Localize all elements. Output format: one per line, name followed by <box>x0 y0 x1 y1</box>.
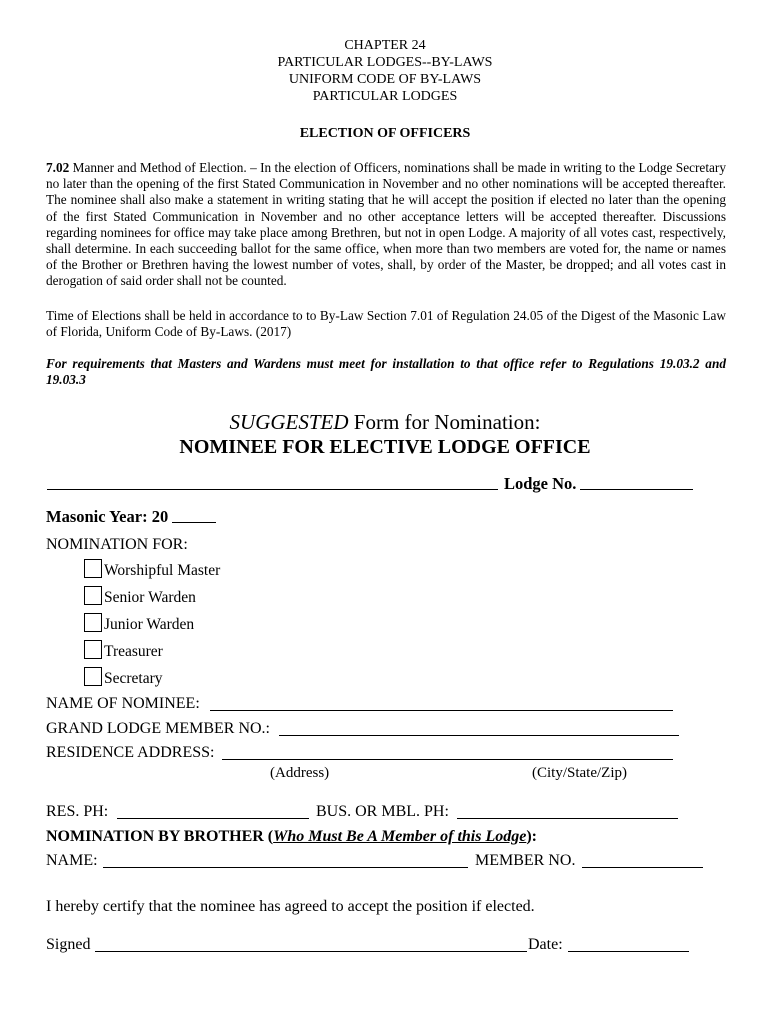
grand-lodge-member-field[interactable] <box>279 735 679 736</box>
section-number: 7.02 <box>46 160 70 175</box>
form-subtitle: NOMINEE FOR ELECTIVE LODGE OFFICE <box>179 436 591 458</box>
nomination-for-label: NOMINATION FOR: <box>46 536 188 553</box>
res-phone-field[interactable] <box>117 818 309 819</box>
office-initial: S <box>104 589 113 606</box>
office-initial: W <box>104 562 118 579</box>
signature-field[interactable] <box>95 951 527 952</box>
chapter-heading: CHAPTER 24 <box>344 38 426 53</box>
office-initial: S <box>104 670 113 687</box>
res-phone-label: RES. PH: <box>46 803 109 820</box>
date-field[interactable] <box>568 951 689 952</box>
residence-address-field[interactable] <box>222 759 673 760</box>
paragraph-7-02 <box>46 160 726 290</box>
office-junior-warden <box>104 616 194 634</box>
office-label: unior Warden <box>110 616 195 633</box>
member-no-label: MEMBER NO. <box>475 852 576 869</box>
checkbox-senior-warden[interactable] <box>84 586 102 605</box>
office-label: ecretary <box>112 670 163 687</box>
name-of-nominee-field[interactable] <box>210 710 673 711</box>
member-no-field[interactable] <box>582 867 703 868</box>
nomination-by-end: ): <box>526 828 537 845</box>
checkbox-secretary[interactable] <box>84 667 102 686</box>
nominator-name-field[interactable] <box>103 867 468 868</box>
paragraph-7-02-text: Manner and Method of Election. – In the election of Officers, nominations shall be made in writing to the Lodge Secretary no later than the opening of the first Stated Communication in November and no other nominations will be accepted thereafter. The nominee shall also make a statement in writing stating that he will accept the position if elected no later than the opening of the first Stated Communication in November and no other acceptance letters will be accepted thereafter. Discussions regarding nominees for office may take place among Brethren, but not in open Lodge. A majority of all votes cast, respectively, shall determine. In each succeeding ballot for the same office, when more than two members are voted for, the name or names of the Brother or Brethren having the lowest number of votes, shall, by order of the Master, be dropped; and all votes cast in derogation of said order shall not be counted. <box>46 160 726 289</box>
office-secretary <box>104 670 163 688</box>
form-title <box>0 410 770 435</box>
name-of-nominee-label: NAME OF NOMINEE: <box>46 695 200 712</box>
address-caption: (Address) <box>270 765 330 781</box>
date-label: Date: <box>528 936 563 953</box>
nominator-name-label: NAME: <box>46 852 98 869</box>
nomination-by-requirement: Who Must Be A Member of this Lodge <box>273 828 527 845</box>
office-label: enior Warden <box>112 589 196 606</box>
masonic-year-label: Masonic Year: 20 <box>46 507 169 526</box>
bus-phone-field[interactable] <box>457 818 678 819</box>
office-treasurer <box>104 643 163 661</box>
checkbox-worshipful-master[interactable] <box>84 559 102 578</box>
checkbox-treasurer[interactable] <box>84 640 102 659</box>
office-label: reasurer <box>112 643 163 660</box>
office-label: orshipful Master <box>117 562 221 579</box>
paragraph-requirements: For requirements that Masters and Wardens must meet for installation to that office refer to Regulations 19.03.2 and 19.03.3 <box>46 356 726 388</box>
form-title-rest: Form for Nomination: <box>348 410 541 434</box>
office-initial: J <box>104 616 111 633</box>
nomination-by-label <box>46 828 537 846</box>
lodge-name-field[interactable] <box>47 489 498 490</box>
checkbox-junior-warden[interactable] <box>84 613 102 632</box>
office-worshipful-master <box>104 562 220 580</box>
lodge-no-label: Lodge No. <box>504 474 577 493</box>
bus-phone-label: BUS. OR MBL. PH: <box>316 803 449 820</box>
heading-line-4: PARTICULAR LODGES <box>312 89 458 104</box>
office-initial: T <box>104 643 113 660</box>
heading-line-3: UNIFORM CODE OF BY-LAWS <box>288 72 482 87</box>
lodge-no-field[interactable] <box>580 489 693 490</box>
certification-text: I hereby certify that the nominee has agreed to accept the position if elected. <box>46 898 535 915</box>
office-senior-warden <box>104 589 196 607</box>
form-title-italic: SUGGESTED <box>229 410 349 434</box>
heading-line-2: PARTICULAR LODGES--BY-LAWS <box>277 55 493 70</box>
residence-address-label: RESIDENCE ADDRESS: <box>46 744 215 761</box>
nomination-by-text: NOMINATION BY BROTHER ( <box>46 828 274 845</box>
section-title: ELECTION OF OFFICERS <box>299 126 471 141</box>
city-state-zip-caption: (City/State/Zip) <box>532 765 627 781</box>
masonic-year-field[interactable] <box>172 522 216 523</box>
grand-lodge-member-label: GRAND LODGE MEMBER NO.: <box>46 720 270 737</box>
signed-label: Signed <box>46 936 91 953</box>
paragraph-time-of-elections: Time of Elections shall be held in accordance to to By-Law Section 7.01 of Regulation 24.05 of the Digest of the Masonic Law of Florida, Uniform Code of By-Laws. (2017) <box>46 308 726 340</box>
